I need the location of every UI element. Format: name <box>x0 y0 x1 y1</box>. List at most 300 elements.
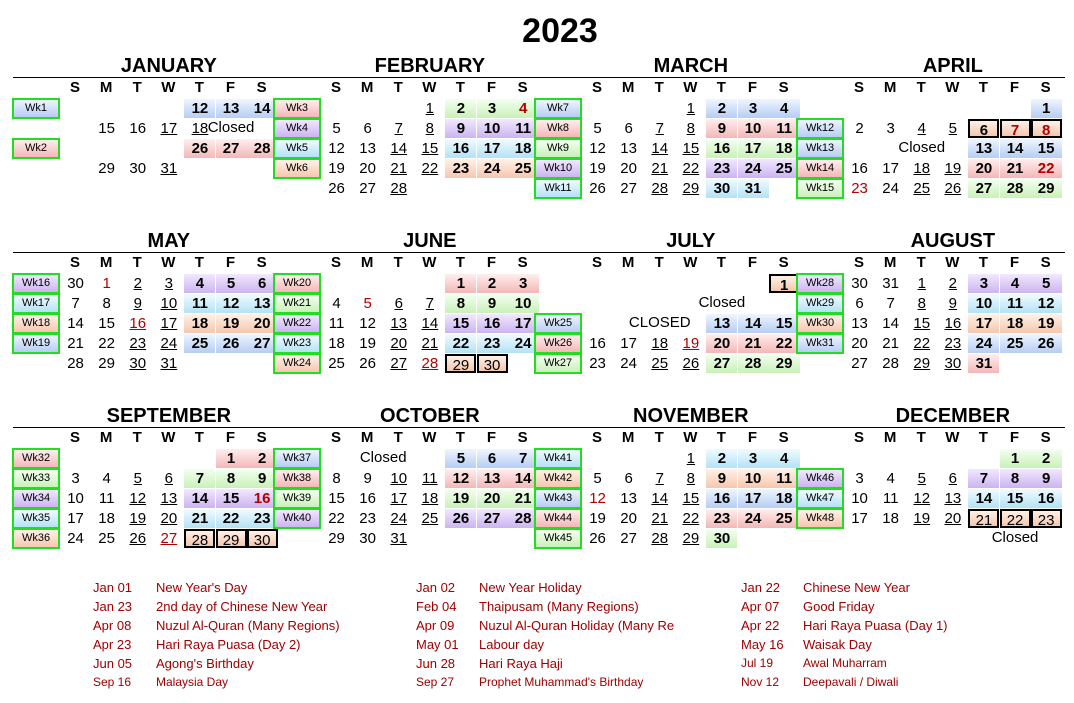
day-cell[interactable]: 2 <box>247 449 278 468</box>
day-cell[interactable]: 21 <box>508 489 539 508</box>
day-cell[interactable]: 6 <box>948 470 958 488</box>
day-cell[interactable]: 29 <box>328 530 345 548</box>
day-cell[interactable]: 20 <box>247 314 278 333</box>
day-cell[interactable]: 14 <box>738 314 769 333</box>
day-cell[interactable]: 9 <box>948 295 958 313</box>
day-cell[interactable]: 18 <box>508 139 539 158</box>
day-cell[interactable]: 24 <box>160 335 178 353</box>
day-cell[interactable]: 13 <box>359 140 376 158</box>
day-cell[interactable]: 15 <box>216 489 247 508</box>
day-cell[interactable]: 28 <box>247 139 278 158</box>
day-cell[interactable]: 4 <box>508 99 539 118</box>
day-cell[interactable]: 8 <box>332 470 341 488</box>
day-cell[interactable]: 5 <box>593 470 602 488</box>
day-cell[interactable]: 28 <box>508 509 539 528</box>
day-cell[interactable]: 29 <box>913 355 931 373</box>
day-cell[interactable]: 14 <box>67 315 84 333</box>
day-cell[interactable]: 10 <box>160 295 178 313</box>
day-cell[interactable]: 24 <box>508 334 539 353</box>
day-cell[interactable]: 14 <box>390 140 408 158</box>
day-cell[interactable]: 4 <box>769 449 800 468</box>
day-cell[interactable]: 8 <box>1031 119 1062 138</box>
day-cell[interactable]: 25 <box>913 180 931 198</box>
day-cell[interactable]: 11 <box>769 119 800 138</box>
day-cell[interactable]: 14 <box>968 489 999 508</box>
day-cell[interactable]: 4 <box>917 120 926 138</box>
day-cell[interactable]: 12 <box>328 140 345 158</box>
day-cell[interactable]: 8 <box>917 295 926 313</box>
day-cell[interactable]: 19 <box>129 510 147 528</box>
day-cell[interactable]: 4 <box>332 295 341 313</box>
day-cell[interactable]: 31 <box>160 355 178 373</box>
day-cell[interactable]: 11 <box>422 470 438 488</box>
day-cell[interactable]: 25 <box>769 159 800 178</box>
day-cell[interactable]: 30 <box>67 275 84 292</box>
day-cell[interactable]: 18 <box>98 510 115 528</box>
day-cell[interactable]: 2 <box>445 99 476 118</box>
day-cell[interactable]: 28 <box>651 180 669 198</box>
day-cell[interactable]: 2 <box>706 99 737 118</box>
day-cell[interactable]: 5 <box>593 120 602 138</box>
day-cell[interactable]: 15 <box>769 314 800 333</box>
day-cell[interactable]: 7 <box>968 469 999 488</box>
day-cell[interactable]: 7 <box>1000 119 1031 138</box>
day-cell[interactable]: 21 <box>651 160 669 178</box>
day-cell[interactable]: 25 <box>1000 334 1031 353</box>
day-cell[interactable]: 15 <box>98 120 115 138</box>
day-cell[interactable]: 15 <box>913 315 931 333</box>
day-cell[interactable]: 19 <box>682 335 700 353</box>
day-cell[interactable]: 26 <box>944 180 962 198</box>
day-cell[interactable]: 8 <box>425 120 435 138</box>
day-cell[interactable]: 10 <box>67 490 84 508</box>
day-cell[interactable]: 17 <box>160 120 178 138</box>
day-cell[interactable]: 20 <box>359 160 376 178</box>
day-cell[interactable]: 23 <box>944 335 962 353</box>
day-cell[interactable]: 28 <box>738 354 769 373</box>
day-cell[interactable]: 2 <box>1031 449 1062 468</box>
day-cell[interactable]: 17 <box>67 510 84 528</box>
day-cell[interactable]: 27 <box>390 355 408 373</box>
day-cell[interactable]: 5 <box>216 274 247 293</box>
day-cell[interactable]: 26 <box>1031 334 1062 353</box>
day-cell[interactable]: 3 <box>71 470 80 488</box>
day-cell[interactable]: 5 <box>948 120 958 138</box>
day-cell[interactable]: 16 <box>1031 489 1062 508</box>
day-cell[interactable]: 12 <box>1031 294 1062 313</box>
day-cell[interactable]: 14 <box>247 99 278 118</box>
day-cell[interactable]: 1 <box>769 274 800 293</box>
day-cell[interactable]: 9 <box>445 119 476 138</box>
day-cell[interactable]: 23 <box>706 159 737 178</box>
day-cell[interactable]: 13 <box>216 99 247 118</box>
day-cell[interactable]: 7 <box>886 295 895 313</box>
day-cell[interactable]: 20 <box>851 335 868 353</box>
day-cell[interactable]: 6 <box>394 295 403 313</box>
day-cell[interactable]: 28 <box>882 355 899 373</box>
day-cell[interactable]: 9 <box>706 119 737 138</box>
day-cell[interactable]: 16 <box>589 335 606 353</box>
day-cell[interactable]: 6 <box>968 119 999 138</box>
day-cell[interactable]: 13 <box>620 490 637 508</box>
day-cell[interactable]: 18 <box>651 335 669 353</box>
day-cell[interactable]: 11 <box>328 315 345 333</box>
day-cell[interactable]: 26 <box>445 509 476 528</box>
day-cell[interactable]: 17 <box>390 490 408 508</box>
day-cell[interactable]: 23 <box>851 180 868 198</box>
day-cell[interactable]: 24 <box>738 509 769 528</box>
day-cell[interactable]: 20 <box>477 489 508 508</box>
day-cell[interactable]: 9 <box>247 469 278 488</box>
day-cell[interactable]: 22 <box>682 160 700 178</box>
day-cell[interactable]: 9 <box>706 469 737 488</box>
day-cell[interactable]: 4 <box>184 274 215 293</box>
day-cell[interactable]: 7 <box>394 120 403 138</box>
day-cell[interactable]: 25 <box>421 510 439 528</box>
day-cell[interactable]: 23 <box>1031 509 1062 528</box>
day-cell[interactable]: 23 <box>445 159 476 178</box>
day-cell[interactable]: 7 <box>508 449 539 468</box>
day-cell[interactable]: 8 <box>686 470 696 488</box>
day-cell[interactable]: 17 <box>882 160 899 178</box>
day-cell[interactable]: 13 <box>620 140 637 158</box>
day-cell[interactable]: 29 <box>682 180 700 198</box>
day-cell[interactable]: 21 <box>1000 159 1031 178</box>
day-cell[interactable]: 13 <box>968 139 999 158</box>
day-cell[interactable]: 16 <box>851 160 868 178</box>
day-cell[interactable]: 5 <box>917 470 926 488</box>
day-cell[interactable]: 13 <box>390 315 408 333</box>
day-cell[interactable]: 16 <box>359 490 376 508</box>
day-cell[interactable]: 15 <box>1000 489 1031 508</box>
day-cell[interactable]: 2 <box>133 275 142 292</box>
day-cell[interactable]: 25 <box>98 530 115 548</box>
day-cell[interactable]: 11 <box>1000 294 1031 313</box>
day-cell[interactable]: 22 <box>1031 159 1062 178</box>
day-cell[interactable]: 23 <box>706 509 737 528</box>
day-cell[interactable]: 14 <box>421 315 439 333</box>
day-cell[interactable]: 6 <box>164 470 174 488</box>
day-cell[interactable]: 8 <box>1000 469 1031 488</box>
day-cell[interactable]: 21 <box>968 509 999 528</box>
day-cell[interactable]: 14 <box>1000 139 1031 158</box>
day-cell[interactable]: 24 <box>390 510 408 528</box>
day-cell[interactable]: 27 <box>247 334 278 353</box>
day-cell[interactable]: 30 <box>247 529 278 548</box>
day-cell[interactable]: 7 <box>655 470 664 488</box>
day-cell[interactable]: 29 <box>445 354 476 373</box>
day-cell[interactable]: 28 <box>390 180 408 198</box>
day-cell[interactable]: 13 <box>160 490 178 508</box>
day-cell[interactable]: 7 <box>71 295 80 313</box>
day-cell[interactable]: 1 <box>216 449 247 468</box>
day-cell[interactable]: 3 <box>508 274 539 293</box>
day-cell[interactable]: 12 <box>359 315 376 333</box>
day-cell[interactable]: 11 <box>184 294 215 313</box>
day-cell[interactable]: 26 <box>129 530 147 548</box>
day-cell[interactable]: 19 <box>589 160 606 178</box>
day-cell[interactable]: 24 <box>620 355 637 373</box>
day-cell[interactable]: 2 <box>477 274 508 293</box>
day-cell[interactable]: 22 <box>98 335 115 353</box>
day-cell[interactable]: 10 <box>477 119 508 138</box>
day-cell[interactable]: 18 <box>184 314 215 333</box>
day-cell[interactable]: 6 <box>363 120 372 138</box>
day-cell[interactable]: 17 <box>968 314 999 333</box>
day-cell[interactable]: 30 <box>706 179 737 198</box>
day-cell[interactable]: 27 <box>968 179 999 198</box>
day-cell[interactable]: 6 <box>624 120 633 138</box>
day-cell[interactable]: 23 <box>359 510 376 528</box>
day-cell[interactable]: 23 <box>247 509 278 528</box>
day-cell[interactable]: 20 <box>620 160 637 178</box>
day-cell[interactable]: 4 <box>102 470 111 488</box>
day-cell[interactable]: 24 <box>738 159 769 178</box>
day-cell[interactable]: 12 <box>216 294 247 313</box>
day-cell[interactable]: 25 <box>184 334 215 353</box>
day-cell[interactable]: 30 <box>944 355 962 373</box>
day-cell[interactable]: 20 <box>160 510 178 528</box>
day-cell[interactable]: 11 <box>508 119 539 138</box>
day-cell[interactable]: 28 <box>67 355 84 373</box>
day-cell[interactable]: 15 <box>328 490 345 508</box>
day-cell[interactable]: 19 <box>589 510 606 528</box>
day-cell[interactable]: 5 <box>363 295 372 313</box>
day-cell[interactable]: 17 <box>508 314 539 333</box>
day-cell[interactable]: 23 <box>477 334 508 353</box>
day-cell[interactable]: 21 <box>421 335 439 353</box>
day-cell[interactable]: 17 <box>477 139 508 158</box>
day-cell[interactable]: 8 <box>102 295 111 313</box>
day-cell[interactable]: 18 <box>191 120 209 138</box>
day-cell[interactable]: 25 <box>769 509 800 528</box>
day-cell[interactable]: 19 <box>359 335 376 353</box>
day-cell[interactable]: 19 <box>328 160 345 178</box>
day-cell[interactable]: 3 <box>886 120 895 138</box>
day-cell[interactable]: 9 <box>133 295 142 313</box>
day-cell[interactable]: 12 <box>589 490 606 508</box>
day-cell[interactable]: 26 <box>328 180 345 198</box>
day-cell[interactable]: 8 <box>686 120 696 138</box>
day-cell[interactable]: 16 <box>247 489 278 508</box>
day-cell[interactable]: 22 <box>913 335 931 353</box>
day-cell[interactable]: 3 <box>855 470 864 488</box>
day-cell[interactable]: 3 <box>164 275 174 292</box>
day-cell[interactable]: 12 <box>913 490 931 508</box>
day-cell[interactable]: 22 <box>445 334 476 353</box>
day-cell[interactable]: 30 <box>706 529 737 548</box>
day-cell[interactable]: 19 <box>445 489 476 508</box>
day-cell[interactable]: 26 <box>216 334 247 353</box>
day-cell[interactable]: 14 <box>651 140 669 158</box>
day-cell[interactable]: 1 <box>1000 449 1031 468</box>
day-cell[interactable]: 15 <box>98 315 115 333</box>
day-cell[interactable]: 12 <box>589 140 606 158</box>
day-cell[interactable]: 18 <box>769 139 800 158</box>
day-cell[interactable]: 22 <box>421 160 439 178</box>
day-cell[interactable]: 3 <box>738 99 769 118</box>
day-cell[interactable]: 19 <box>944 160 962 178</box>
day-cell[interactable]: 3 <box>738 449 769 468</box>
day-cell[interactable]: 27 <box>620 180 637 198</box>
day-cell[interactable]: 15 <box>421 140 439 158</box>
day-cell[interactable]: 9 <box>477 294 508 313</box>
day-cell[interactable]: 8 <box>445 294 476 313</box>
day-cell[interactable]: 14 <box>882 315 899 333</box>
day-cell[interactable]: 6 <box>477 449 508 468</box>
day-cell[interactable]: 16 <box>477 314 508 333</box>
day-cell[interactable]: 30 <box>129 160 147 178</box>
day-cell[interactable]: 21 <box>882 335 899 353</box>
day-cell[interactable]: 21 <box>184 509 215 528</box>
day-cell[interactable]: 6 <box>624 470 633 488</box>
day-cell[interactable]: 14 <box>651 490 669 508</box>
day-cell[interactable]: 24 <box>968 334 999 353</box>
day-cell[interactable]: 27 <box>706 354 737 373</box>
day-cell[interactable]: 26 <box>682 355 700 373</box>
day-cell[interactable]: 9 <box>363 470 372 488</box>
day-cell[interactable]: 9 <box>1031 469 1062 488</box>
day-cell[interactable]: 1 <box>445 274 476 293</box>
day-cell[interactable]: 19 <box>913 510 931 528</box>
day-cell[interactable]: 28 <box>421 355 439 373</box>
day-cell[interactable]: 16 <box>706 139 737 158</box>
day-cell[interactable]: 31 <box>160 160 178 178</box>
day-cell[interactable]: 10 <box>738 119 769 138</box>
day-cell[interactable]: 6 <box>247 274 278 293</box>
day-cell[interactable]: 24 <box>882 180 899 198</box>
day-cell[interactable]: 26 <box>184 139 215 158</box>
day-cell[interactable]: 1 <box>686 100 696 117</box>
day-cell[interactable]: 14 <box>508 469 539 488</box>
day-cell[interactable]: 26 <box>589 530 606 548</box>
day-cell[interactable]: 17 <box>160 315 178 333</box>
day-cell[interactable]: 29 <box>1031 179 1062 198</box>
day-cell[interactable]: 20 <box>390 335 408 353</box>
day-cell[interactable]: 29 <box>769 354 800 373</box>
day-cell[interactable]: 2 <box>948 275 958 292</box>
day-cell[interactable]: 31 <box>390 530 408 548</box>
day-cell[interactable]: 10 <box>508 294 539 313</box>
day-cell[interactable]: 17 <box>851 510 868 528</box>
day-cell[interactable]: 20 <box>620 510 637 528</box>
day-cell[interactable]: 19 <box>216 314 247 333</box>
day-cell[interactable]: 17 <box>738 139 769 158</box>
day-cell[interactable]: 4 <box>769 99 800 118</box>
day-cell[interactable]: 4 <box>886 470 895 488</box>
day-cell[interactable]: 23 <box>589 355 606 373</box>
day-cell[interactable]: 7 <box>184 469 215 488</box>
day-cell[interactable]: 22 <box>328 510 345 528</box>
day-cell[interactable]: 22 <box>216 509 247 528</box>
day-cell[interactable]: 15 <box>682 140 700 158</box>
day-cell[interactable]: 27 <box>477 509 508 528</box>
day-cell[interactable]: 11 <box>882 490 899 508</box>
day-cell[interactable]: 21 <box>651 510 669 528</box>
day-cell[interactable]: 11 <box>98 490 115 508</box>
day-cell[interactable]: 8 <box>216 469 247 488</box>
day-cell[interactable]: 17 <box>620 335 637 353</box>
day-cell[interactable]: 26 <box>359 355 376 373</box>
day-cell[interactable]: 31 <box>738 179 769 198</box>
day-cell[interactable]: 10 <box>390 470 408 488</box>
day-cell[interactable]: 18 <box>913 160 931 178</box>
day-cell[interactable]: 5 <box>133 470 142 488</box>
day-cell[interactable]: 1 <box>686 450 696 467</box>
day-cell[interactable]: 27 <box>160 530 178 548</box>
day-cell[interactable]: 13 <box>851 315 868 333</box>
day-cell[interactable]: 16 <box>944 315 962 333</box>
day-cell[interactable]: 23 <box>129 335 147 353</box>
day-cell[interactable]: 17 <box>738 489 769 508</box>
day-cell[interactable]: 30 <box>477 354 508 373</box>
day-cell[interactable]: 18 <box>421 490 439 508</box>
day-cell[interactable]: 29 <box>682 530 700 548</box>
day-cell[interactable]: 30 <box>129 355 147 373</box>
day-cell[interactable]: 16 <box>445 139 476 158</box>
day-cell[interactable]: 29 <box>216 529 247 548</box>
day-cell[interactable]: 12 <box>129 490 147 508</box>
day-cell[interactable]: 22 <box>1000 509 1031 528</box>
day-cell[interactable]: 3 <box>968 274 999 293</box>
day-cell[interactable]: 1 <box>425 100 435 117</box>
day-cell[interactable]: 13 <box>944 490 962 508</box>
day-cell[interactable]: 3 <box>477 99 508 118</box>
day-cell[interactable]: 31 <box>968 354 999 373</box>
day-cell[interactable]: 14 <box>184 489 215 508</box>
day-cell[interactable]: 11 <box>769 469 800 488</box>
day-cell[interactable]: 5 <box>1031 274 1062 293</box>
day-cell[interactable]: 2 <box>706 449 737 468</box>
day-cell[interactable]: 30 <box>851 275 868 292</box>
day-cell[interactable]: 26 <box>589 180 606 198</box>
day-cell[interactable]: 16 <box>129 315 147 333</box>
day-cell[interactable]: 13 <box>706 314 737 333</box>
day-cell[interactable]: 21 <box>390 160 408 178</box>
day-cell[interactable]: 1 <box>102 275 111 292</box>
day-cell[interactable]: 7 <box>655 120 664 138</box>
day-cell[interactable]: 19 <box>1031 314 1062 333</box>
day-cell[interactable]: 12 <box>184 99 215 118</box>
day-cell[interactable]: 27 <box>851 355 868 373</box>
day-cell[interactable]: 28 <box>651 530 669 548</box>
day-cell[interactable]: 10 <box>968 294 999 313</box>
day-cell[interactable]: 21 <box>67 335 84 353</box>
day-cell[interactable]: 4 <box>1000 274 1031 293</box>
day-cell[interactable]: 20 <box>706 334 737 353</box>
day-cell[interactable]: 20 <box>944 510 962 528</box>
day-cell[interactable]: 15 <box>445 314 476 333</box>
day-cell[interactable]: 15 <box>682 490 700 508</box>
day-cell[interactable]: 13 <box>477 469 508 488</box>
day-cell[interactable]: 29 <box>98 355 115 373</box>
day-cell[interactable]: 18 <box>1000 314 1031 333</box>
day-cell[interactable]: 28 <box>1000 179 1031 198</box>
day-cell[interactable]: 25 <box>508 159 539 178</box>
day-cell[interactable]: 25 <box>651 355 669 373</box>
day-cell[interactable]: 25 <box>328 355 345 373</box>
day-cell[interactable]: 31 <box>882 275 899 292</box>
day-cell[interactable]: 18 <box>769 489 800 508</box>
day-cell[interactable]: 7 <box>425 295 435 313</box>
day-cell[interactable]: 29 <box>98 160 115 178</box>
day-cell[interactable]: 18 <box>882 510 899 528</box>
day-cell[interactable]: 2 <box>855 120 864 138</box>
day-cell[interactable]: 5 <box>445 449 476 468</box>
day-cell[interactable]: 1 <box>1031 99 1062 118</box>
day-cell[interactable]: 13 <box>247 294 278 313</box>
day-cell[interactable]: 28 <box>184 529 215 548</box>
